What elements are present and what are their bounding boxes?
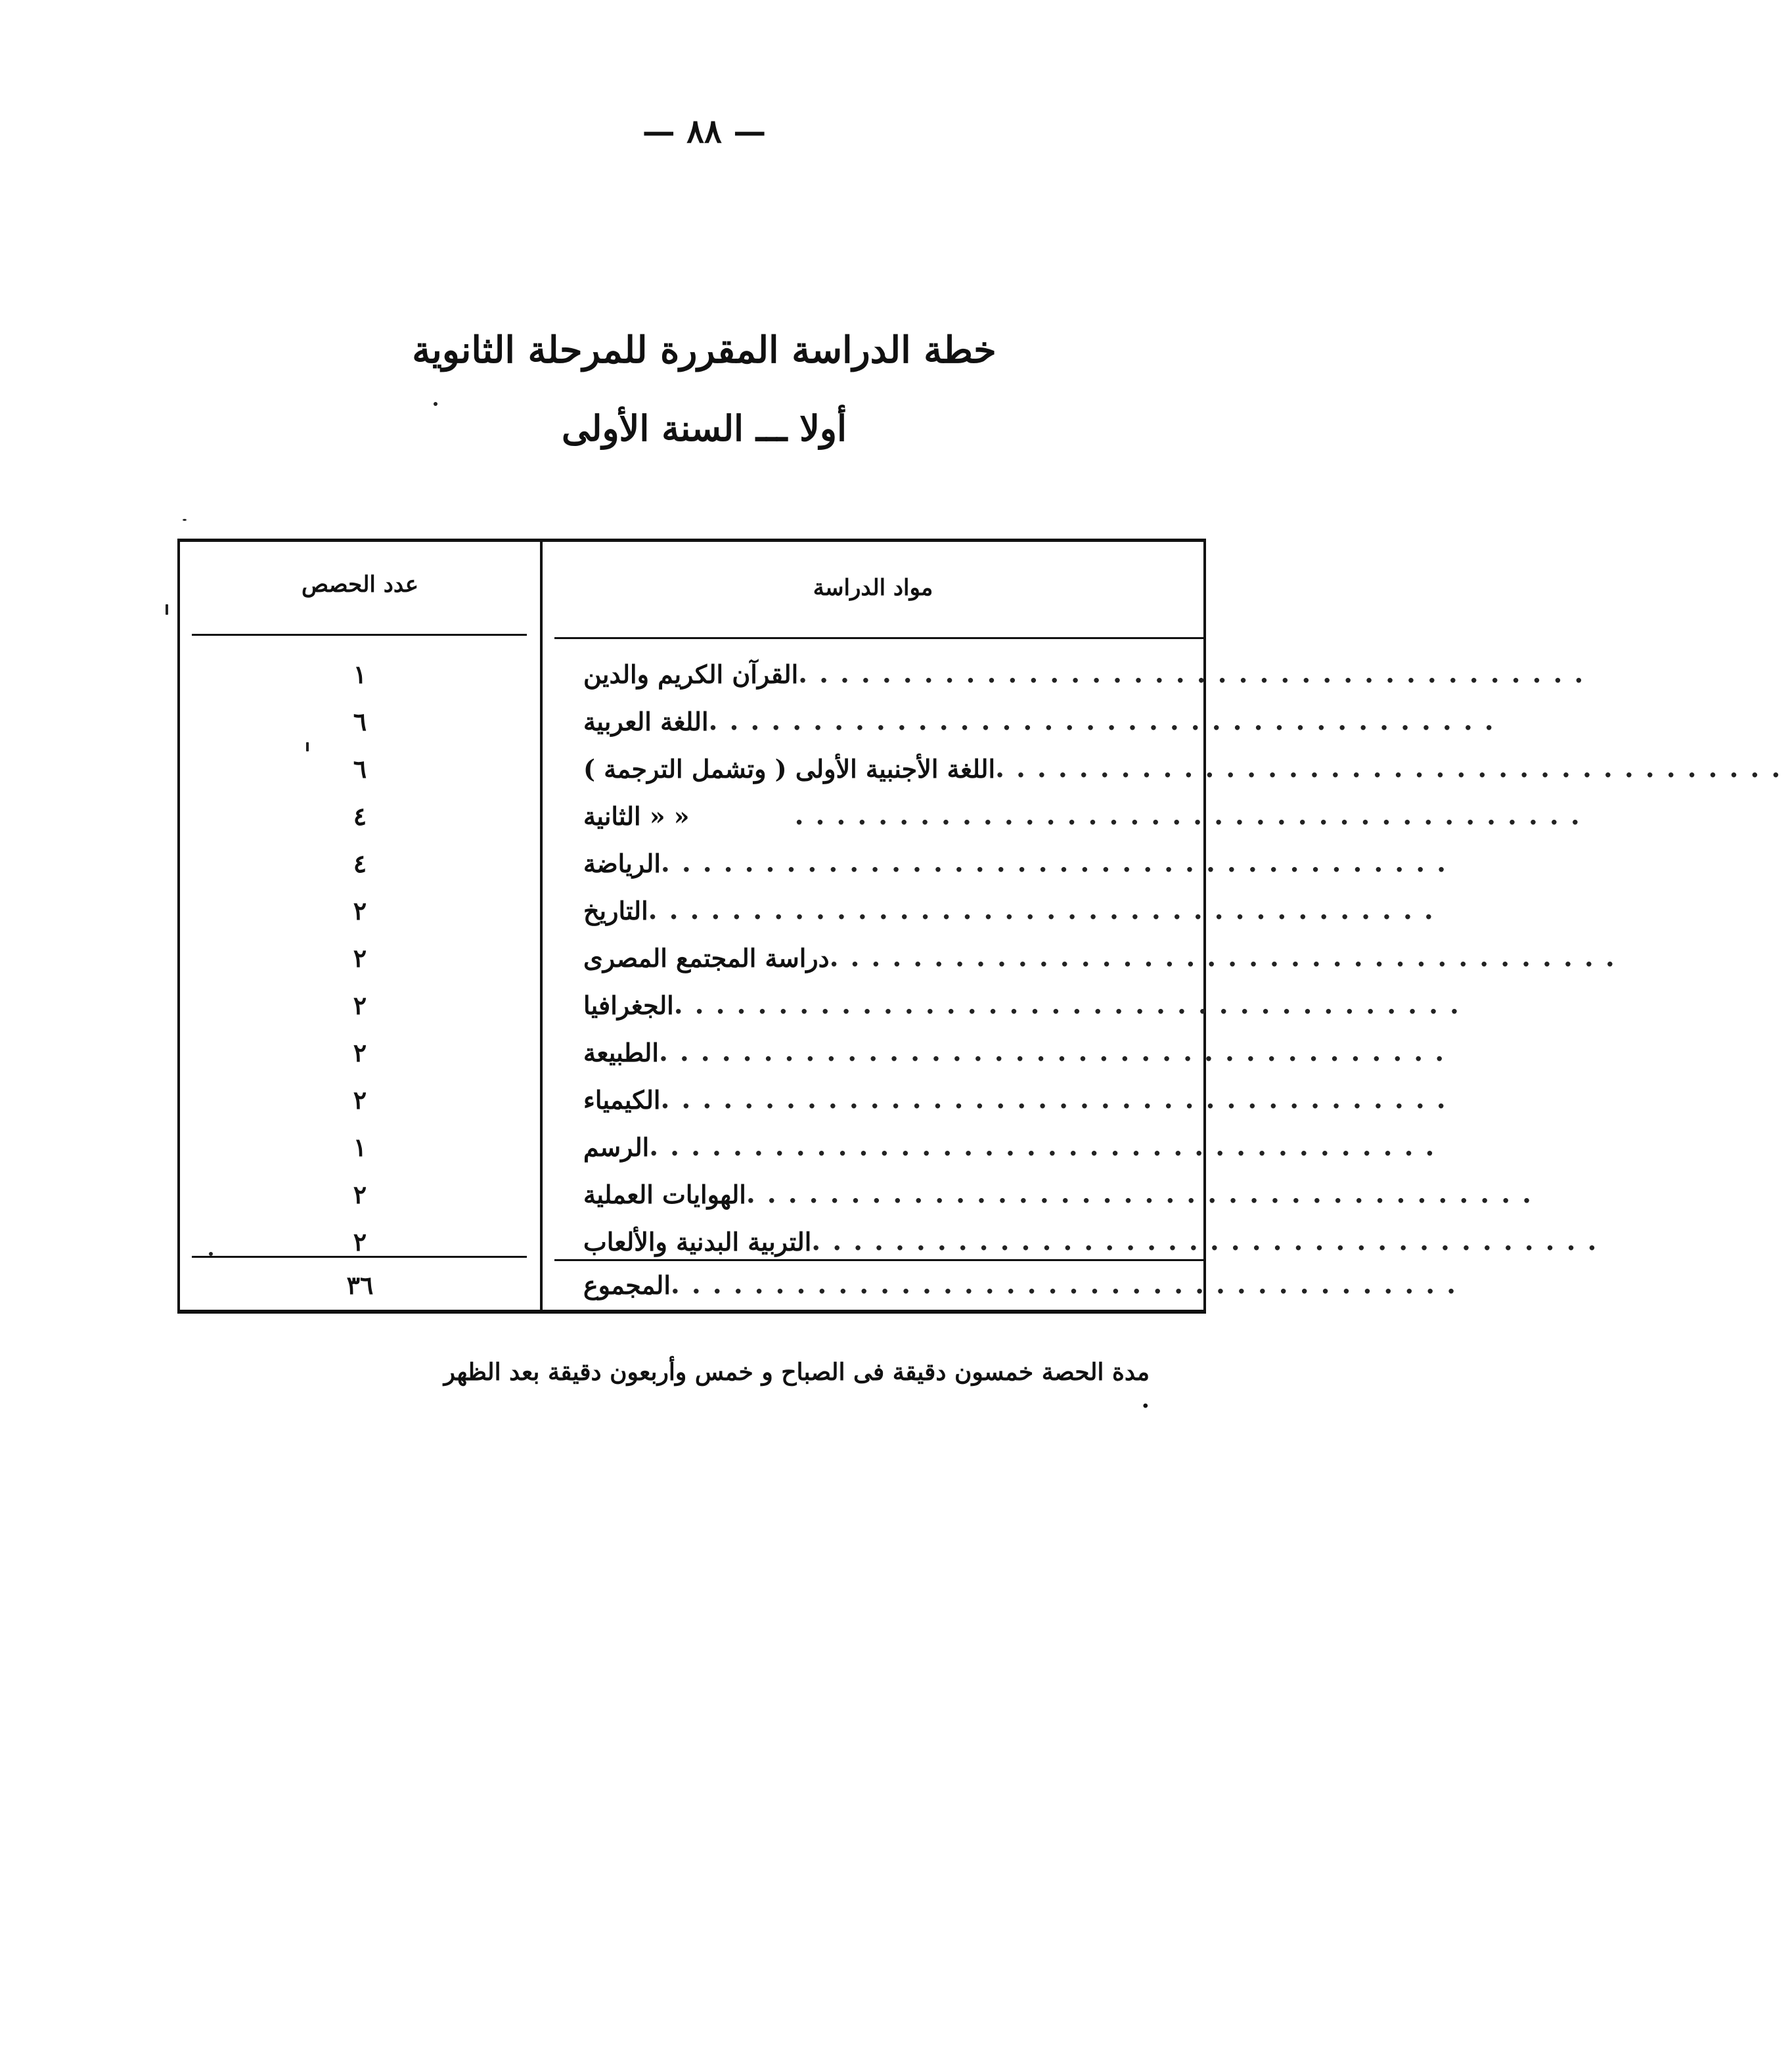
dot-leader: ...................................... bbox=[648, 895, 1445, 925]
table-row bbox=[180, 650, 1596, 698]
period-count: ٢ bbox=[353, 1037, 367, 1067]
header-separator-right bbox=[554, 637, 1205, 639]
subject-label: دراسة المجتمع المصرى bbox=[583, 943, 830, 973]
period-count: ٢ bbox=[353, 895, 367, 925]
total-separator-left bbox=[192, 1256, 527, 1258]
table-row bbox=[180, 745, 1792, 792]
scan-speck bbox=[183, 519, 187, 521]
subject-cell bbox=[574, 745, 1792, 792]
subject-cell bbox=[574, 1076, 1458, 1123]
subject-cell bbox=[574, 1218, 1609, 1265]
subject-label: الجغرافيا bbox=[583, 990, 674, 1020]
period-count: ٢ bbox=[353, 943, 367, 973]
subject-cell bbox=[574, 1123, 1446, 1170]
period-count: ٦ bbox=[353, 706, 367, 736]
period-count: ٢ bbox=[353, 1226, 367, 1257]
table-row bbox=[180, 1170, 1544, 1218]
period-count: ٢ bbox=[353, 1084, 367, 1115]
dot-leader: ...................................... bbox=[995, 753, 1792, 784]
dot-leader: ...................................... bbox=[798, 658, 1596, 689]
dot-leader: ...................................... bbox=[794, 800, 1592, 831]
subject-cell bbox=[574, 1170, 1544, 1218]
dot-leader: ...................................... bbox=[670, 1269, 1468, 1300]
header-count: عدد الحصص bbox=[301, 571, 418, 598]
total-label: المجموع bbox=[583, 1270, 671, 1300]
page-title: خطة الدراسة المقررة للمرحلة الثانوية bbox=[412, 328, 997, 372]
dot-leader: ...................................... bbox=[811, 1226, 1609, 1257]
table-row bbox=[180, 1123, 1446, 1170]
scan-speck bbox=[434, 402, 437, 406]
dot-leader: ...................................... bbox=[658, 1036, 1456, 1067]
period-count: ٢ bbox=[353, 1179, 367, 1209]
subject-cell bbox=[574, 887, 1445, 934]
subject-cell bbox=[574, 981, 1471, 1029]
table-row bbox=[180, 1076, 1458, 1123]
dot-leader: ...................................... bbox=[660, 1084, 1458, 1115]
subject-cell bbox=[574, 792, 1592, 839]
subject-cell bbox=[574, 839, 1458, 887]
page-number: — ٨٨ — bbox=[642, 112, 767, 150]
table-row bbox=[180, 1029, 1456, 1076]
subject-label: القرآن الكريم والدين bbox=[583, 659, 799, 689]
dot-leader: ...................................... bbox=[660, 847, 1458, 878]
subject-cell bbox=[574, 1261, 1468, 1308]
scan-speck bbox=[166, 604, 168, 615]
table-row bbox=[180, 934, 1626, 981]
study-plan-table bbox=[177, 539, 1792, 1314]
dot-leader: ...................................... bbox=[708, 705, 1506, 736]
subject-cell bbox=[574, 698, 1506, 745]
total-row bbox=[180, 1261, 1468, 1308]
subject-cell bbox=[574, 650, 1596, 698]
subject-label: الهوايات العملية bbox=[583, 1179, 746, 1209]
table-row bbox=[180, 792, 1592, 839]
subject-label: الرياضة bbox=[583, 848, 661, 878]
subject-label: اللغة الأجنبية الأولى ( وتشمل الترجمة ) bbox=[583, 753, 996, 784]
period-count: ٤ bbox=[353, 848, 367, 878]
dot-leader: ...................................... bbox=[829, 942, 1626, 973]
header-separator-left bbox=[192, 634, 527, 636]
subject-cell bbox=[574, 934, 1626, 981]
subject-cell bbox=[574, 1029, 1456, 1076]
period-count: ١ bbox=[353, 1132, 367, 1162]
subject-label: الكيمياء bbox=[583, 1084, 661, 1115]
subject-label: الطبيعة bbox=[583, 1037, 659, 1067]
dot-leader: ...................................... bbox=[746, 1178, 1544, 1209]
dot-leader: ...................................... bbox=[673, 989, 1471, 1020]
period-count: ٢ bbox=[353, 990, 367, 1020]
period-count: ٦ bbox=[353, 753, 367, 784]
subject-label: الرسم bbox=[583, 1132, 650, 1162]
subject-label: اللغة العربية bbox=[583, 706, 709, 736]
subject-label: التاريخ bbox=[583, 895, 648, 925]
table-row bbox=[180, 698, 1506, 745]
table-row bbox=[180, 981, 1471, 1029]
dot-leader: ...................................... bbox=[649, 1131, 1446, 1162]
total-count: ٣٦ bbox=[346, 1270, 374, 1300]
table-row bbox=[180, 887, 1445, 934]
section-subtitle: أولا ـــ السنة الأولى bbox=[562, 407, 847, 449]
period-count: ١ bbox=[353, 659, 367, 689]
subject-label: « « الثانية bbox=[583, 801, 690, 831]
period-count: ٤ bbox=[353, 801, 367, 831]
subject-label: التربية البدنية والألعاب bbox=[583, 1226, 812, 1257]
header-subject: مواد الدراسة bbox=[813, 575, 933, 601]
footnote: مدة الحصة خمسون دقيقة فى الصباح و خمس وأربعون دقيقة بعد الظهر . bbox=[443, 1358, 1150, 1413]
table-row bbox=[180, 1218, 1609, 1265]
table-row bbox=[180, 839, 1458, 887]
